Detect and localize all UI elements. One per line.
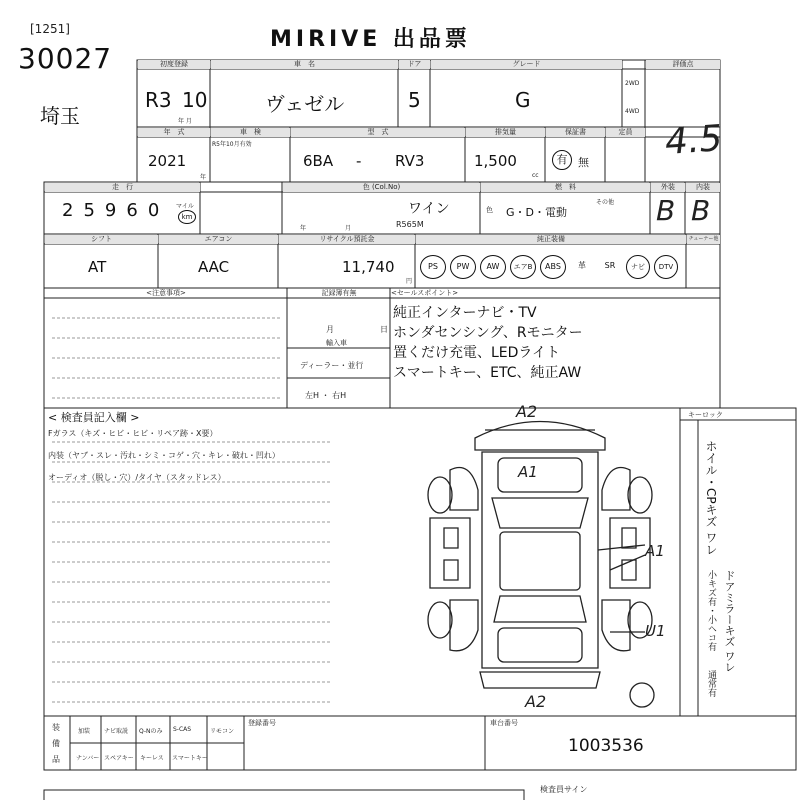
color-label: 色 [486,206,493,214]
sales-point: 置くだけ充電、LEDライト [393,345,561,361]
bottom-label: キーレス [140,755,164,762]
inspection-year: 年 [300,225,307,232]
h-recycle: リサイクル預託金 [279,235,415,244]
cc-unit: cc [532,172,539,179]
mileage-unit-km: km [178,210,196,224]
mileage-digit: 9 [104,200,127,221]
drive-2wd: 2WD [625,80,640,87]
h-aircon: エアコン [159,235,278,244]
sheet-title: MIRIVE 出品票 [270,27,471,52]
equip-ps: PS [420,255,446,279]
mark-rear: A2 [525,692,547,711]
footer-label: 検査員サイン [540,785,588,794]
bottom-col-label-c: 品 [52,755,60,764]
equip-leather: 革 [578,261,586,270]
first-reg-year: R3 [145,88,172,112]
model-prefix: 6BA [303,152,334,170]
bottom-label: ナビ取説 [104,728,129,735]
record-month: 月 [326,325,334,334]
sales-point: ホンダセンシング、Rモニター [393,325,583,341]
equip-aw: AW [480,255,506,279]
bottom-col-label-a: 装 [52,723,60,732]
mark-roof: A1 [518,463,538,481]
mark-rear-side: U1 [645,622,666,640]
mark-front: A2 [516,402,538,421]
h-cc: 排気量 [466,128,545,137]
bottom-label: Q-Nのみ [139,728,163,735]
h-record: 記録簿有無 [321,289,357,297]
bottom-label: リモコン [210,728,235,735]
import-label: 輸入車 [326,339,347,347]
region: 埼玉 [40,104,80,128]
model-year: 2021 [148,152,187,170]
h-exterior: 外装 [651,183,685,192]
h-tuner: チューナー他 [688,236,719,242]
exterior-grade: B [656,194,676,227]
mileage-digit: 0 [147,200,170,221]
sales-point: 純正インターナビ・TV [393,305,537,321]
first-reg-month: 10 [182,88,208,112]
mileage-digits [62,200,169,221]
bottom-col-label-b: 備 [52,739,60,748]
inspector-line-audio: オーディオ（脱し・穴）/タイヤ（スタッドレス） [48,473,226,482]
h-grade: グレード [431,60,622,69]
first-reg-ym-label: 年 月 [178,118,192,125]
warranty-yes: 有 [552,150,572,170]
bottom-label: ナンバー [76,755,100,762]
fuel-other: その他 [596,199,615,206]
grade: G [515,88,531,112]
equip-sunroof: SR [604,261,616,270]
h-first-reg: 初度登録 [138,60,210,69]
doors: 5 [408,88,421,112]
recycle-unit: 円 [406,278,413,285]
model-dash: - [356,152,362,170]
chassis-number: 1003536 [568,736,644,756]
inspector-title: < 検査員記入欄 > [48,411,140,424]
h-year: 年 式 [138,128,210,137]
sales-point: スマートキー、ETC、純正AW [393,365,582,381]
h-notes: <注意事項> [146,289,186,297]
aircon: AAC [198,258,230,276]
side-note-4: 通常有 [706,670,716,697]
bottom-label: S-CAS [173,726,192,733]
record-day: 日 [380,325,388,334]
h-score: 評価点 [646,60,720,69]
h-inspection: 車 検 [211,128,290,137]
car-damage-diagram [420,410,660,710]
model-code: RV3 [395,152,425,170]
bottom-label: スペアキー [104,755,134,762]
dealer-label: ディーラー・並行 [300,361,364,370]
h-equipment: 純正装備 [416,235,686,244]
warranty-no: 無 [578,156,589,169]
h-interior: 内装 [686,183,720,192]
h-capacity: 定員 [606,128,645,137]
handle-label: 左H ・ 右H [305,391,347,400]
key-lock-label: キーロック [688,411,723,419]
h-mileage: 走 行 [45,183,200,192]
h-fuel: 燃 料 [481,183,650,192]
shift: AT [88,258,107,276]
equip-navi: ナビ [626,255,650,279]
interior-grade: B [691,194,711,227]
recycle-fee: 11,740 [342,258,395,276]
inspector-line-glass: Fガラス（キズ・ヒビ・ヒビ・リペア跡・X要） [48,429,218,438]
h-warranty: 保証書 [546,128,605,137]
mileage-digit: 2 [62,200,84,221]
equipment-list [420,255,678,279]
h-chassis: 車台番号 [490,719,518,727]
drive-4wd: 4WD [625,108,640,115]
color-code: R565M [396,220,424,229]
overall-score: 4.5 [663,118,724,163]
fuel-type: G・D・電動 [506,206,567,219]
h-shift: シフト [45,235,158,244]
side-note-2: ドアミラーキズ ワレ [723,570,736,673]
bottom-label: 加装 [78,728,91,735]
h-doors: ドア [399,60,430,69]
equip-abs: ABS [540,255,566,279]
side-note-3: 小キズ有・小ヘコ有 [706,570,716,651]
inspection-month: 月 [345,225,352,232]
mileage-digit: 5 [83,200,105,221]
color-name: ワイン [408,201,450,217]
lot-tag: [1251] [30,22,70,36]
inspector-line-interior: 内装（ヤブ・スレ・汚れ・シミ・コゲ・穴・キレ・破れ・凹れ） [48,451,280,460]
bottom-label: スマートキー [172,755,208,762]
h-sales: <セールスポイント> [391,289,459,297]
mark-side: A1 [645,542,665,560]
inspection-note: R5年10月有効 [212,141,252,148]
h-approval: 登録番号 [248,719,276,727]
equip-dtv: DTV [654,255,678,279]
equip-pw: PW [450,255,476,279]
side-note: ホイル・CPキズ ワレ [704,440,718,556]
sales-points [393,303,583,383]
equip-airbag: エアB [510,255,536,279]
displacement: 1,500 [474,152,517,170]
h-car-name: 車 名 [211,60,398,69]
mileage-digit: 6 [126,200,148,221]
h-color: 色 (Col.No) [283,183,480,192]
lot-number: 30027 [18,42,113,75]
h-model: 型 式 [291,128,465,137]
year-unit: 年 [200,174,207,181]
mileage-unit-mile: マイル [176,203,194,210]
car-name: ヴェゼル [265,92,345,116]
